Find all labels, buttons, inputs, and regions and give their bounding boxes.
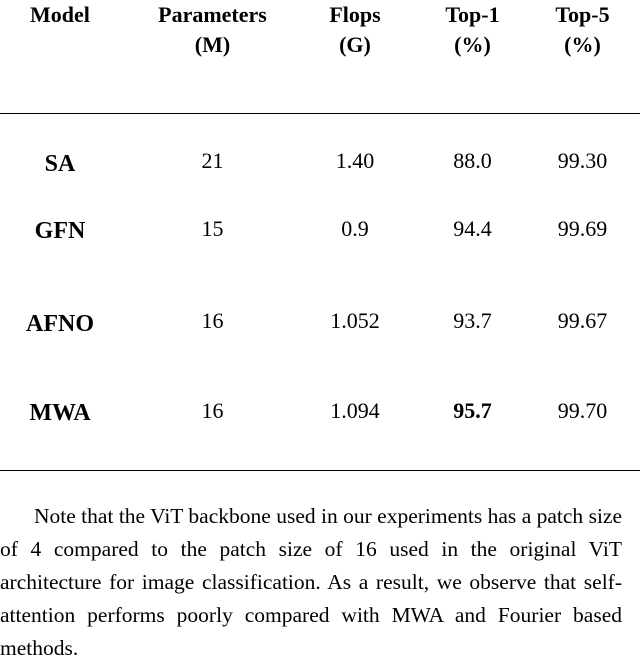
parameters-cell: 21 xyxy=(201,148,224,173)
header-top5 xyxy=(525,0,640,60)
top5-cell: 99.70 xyxy=(557,398,608,423)
header-parameters-line1: Parameters xyxy=(158,2,267,27)
table-bottom-rule xyxy=(0,470,640,471)
model-cell: MWA xyxy=(29,400,91,426)
flops-cell: 1.094 xyxy=(330,398,380,423)
table-header-rule xyxy=(0,113,640,114)
body-paragraph: Note that the ViT backbone used in our experiments has a patch size of 4 compared to the patch size of 16 used in the original ViT architecture for image classification. As a result, we observe that self-attention performs poorly compared with MWA and Fourier based methods. xyxy=(0,504,622,660)
header-model xyxy=(0,0,120,30)
top5-cell: 99.69 xyxy=(557,216,608,241)
model-cell: SA xyxy=(44,151,76,177)
top1-cell: 94.4 xyxy=(453,216,492,241)
header-top5-line1: Top-5 xyxy=(555,2,610,27)
parameters-cell: 16 xyxy=(201,308,224,333)
flops-cell: 1.052 xyxy=(330,308,380,333)
top5-cell: 99.67 xyxy=(557,308,608,333)
model-cell: AFNO xyxy=(26,311,94,337)
header-flops xyxy=(285,0,425,60)
top1-cell: 93.7 xyxy=(453,308,492,333)
header-top5-line2: (%) xyxy=(564,32,601,57)
header-top1 xyxy=(425,0,520,60)
top1-cell-best: 95.7 xyxy=(453,398,492,423)
parameters-cell: 15 xyxy=(201,216,224,241)
header-parameters-line2: (M) xyxy=(194,32,231,57)
header-parameters xyxy=(140,0,285,60)
header-model-line1: Model xyxy=(30,2,90,27)
top5-cell: 99.30 xyxy=(557,148,608,173)
model-cell: GFN xyxy=(34,218,86,244)
header-flops-line2: (G) xyxy=(339,32,371,57)
flops-cell: 0.9 xyxy=(341,216,369,241)
parameters-cell: 16 xyxy=(201,398,224,423)
header-flops-line1: Flops xyxy=(329,2,381,27)
flops-cell: 1.40 xyxy=(335,148,375,173)
header-top1-line2: (%) xyxy=(454,32,491,57)
header-top1-line1: Top-1 xyxy=(445,2,500,27)
top1-cell: 88.0 xyxy=(453,148,492,173)
